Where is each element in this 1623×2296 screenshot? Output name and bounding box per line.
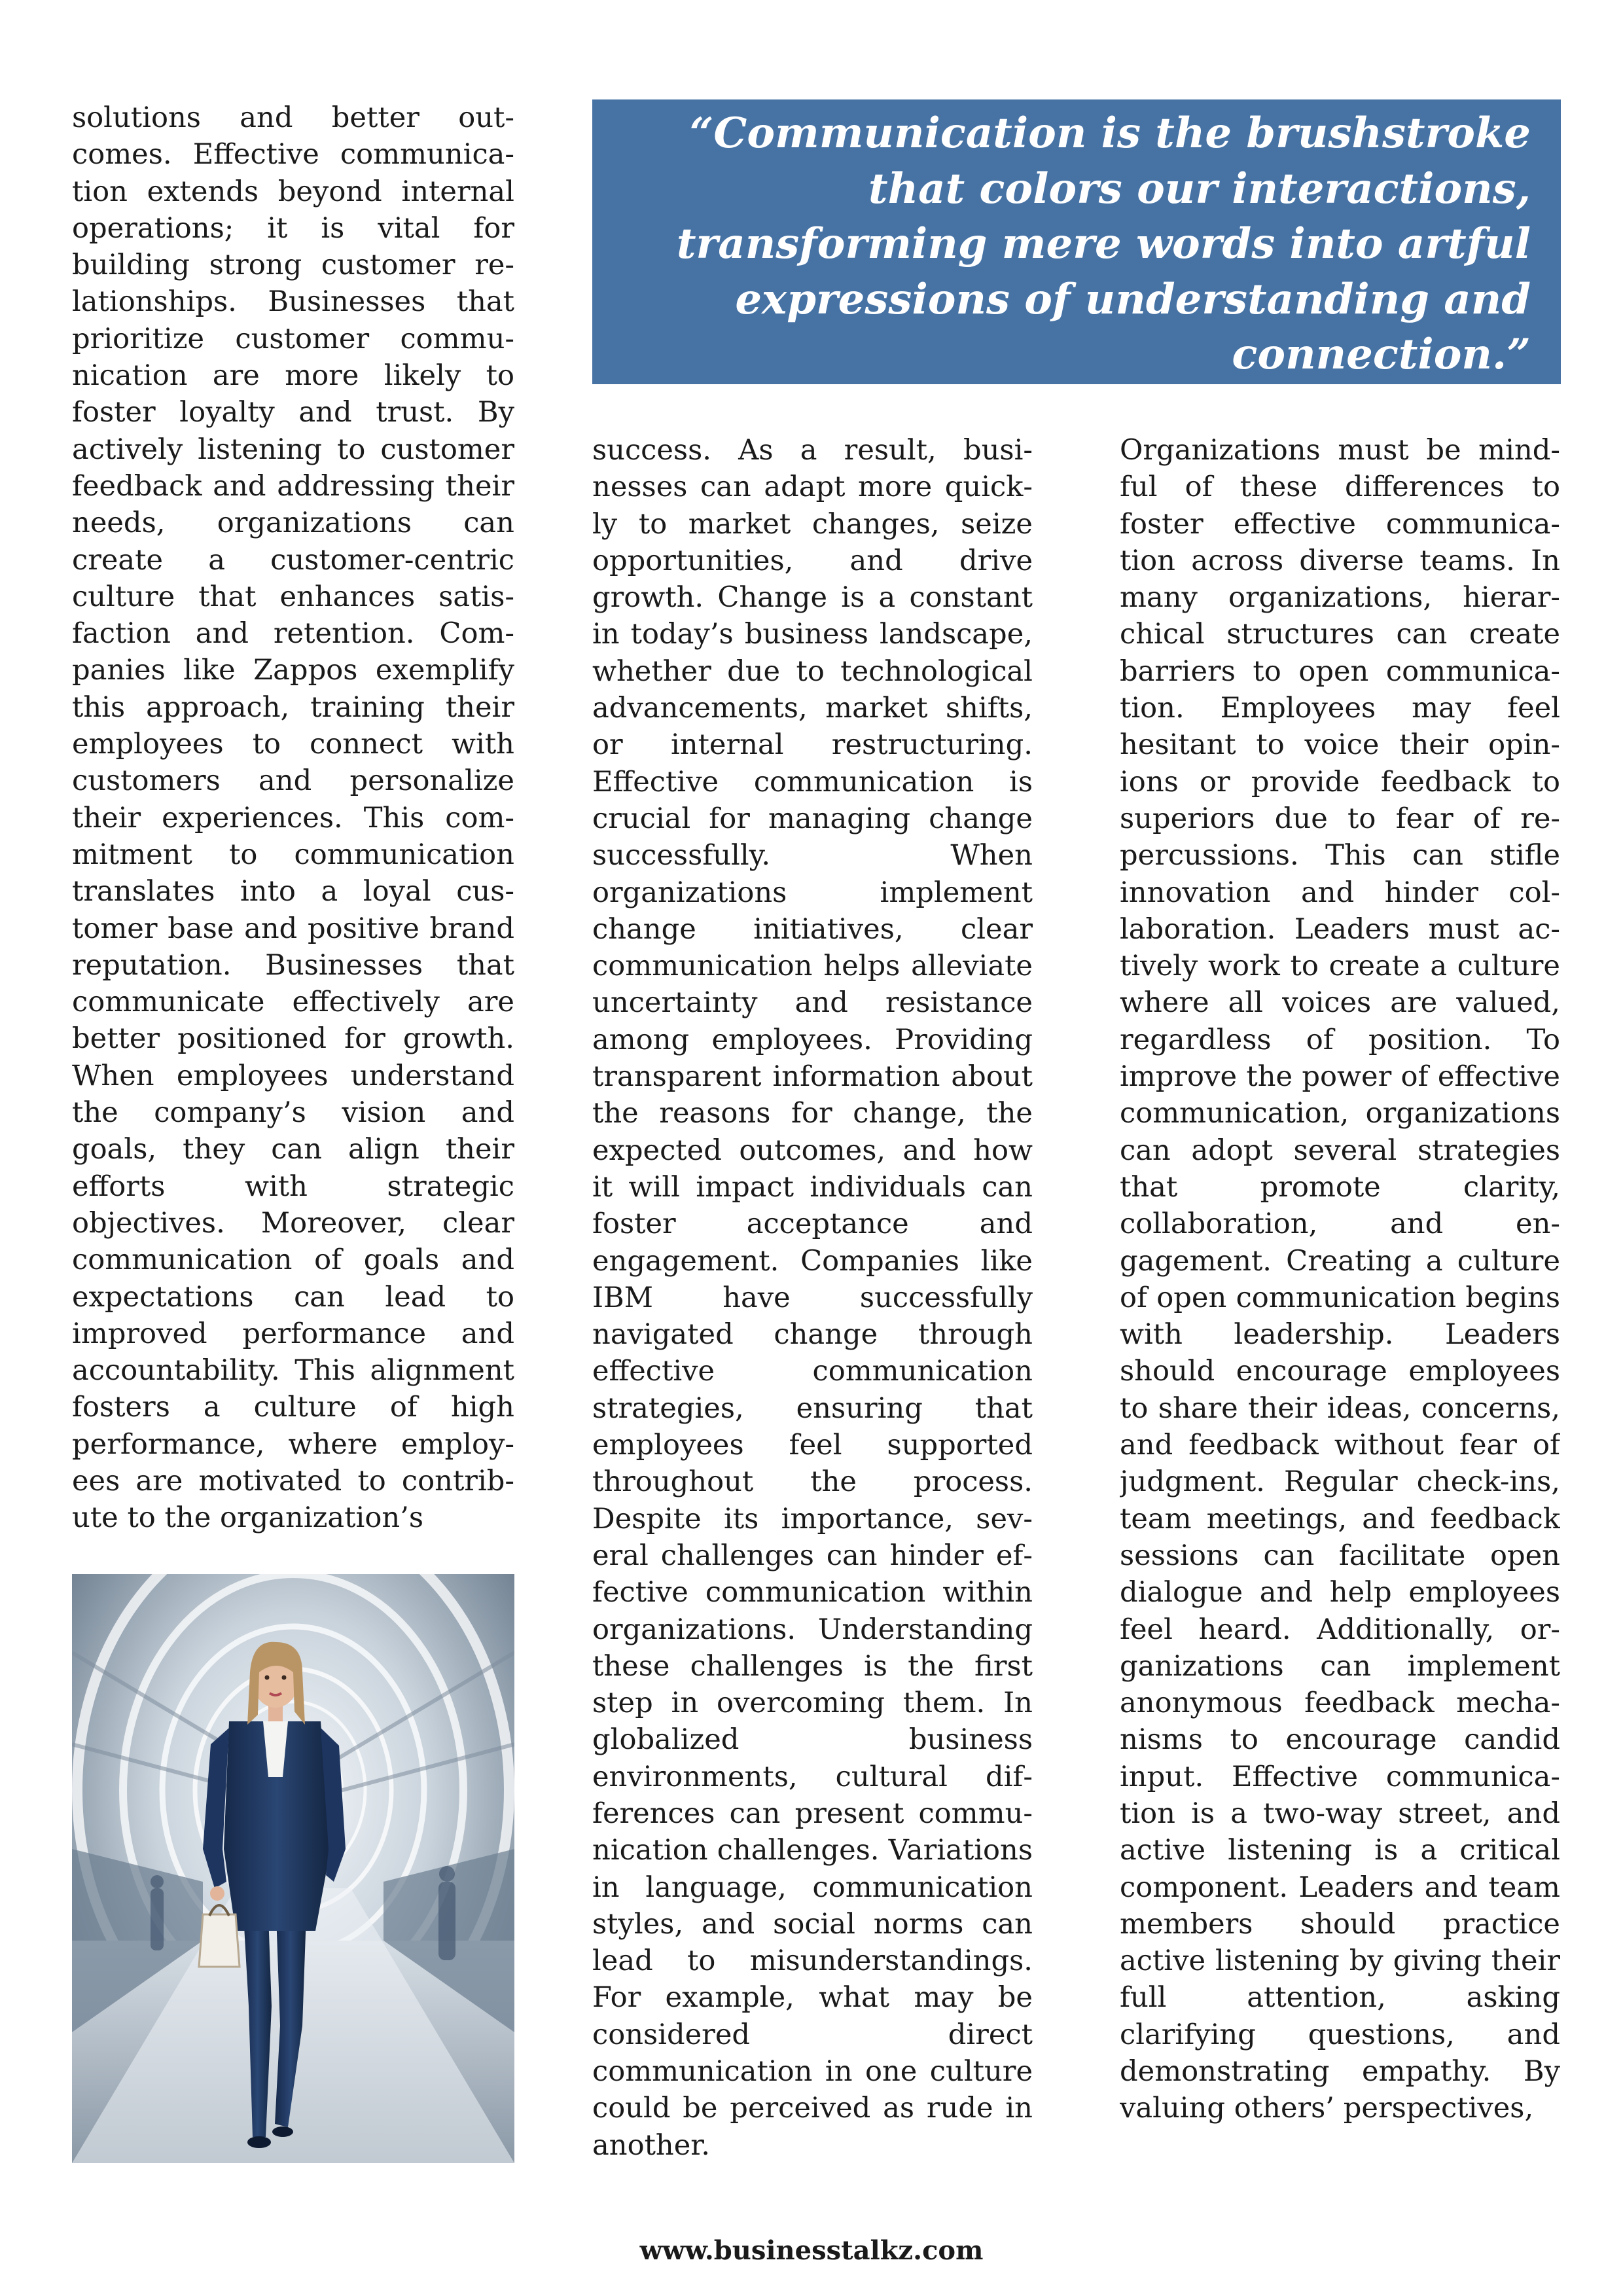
- businesswoman-photo: [72, 1574, 514, 2163]
- article-column-2: [592, 432, 1033, 2166]
- pull-quote-text: “Communication is the brushstroke that colors our interactions, transforming mere words into artful expressions of understanding and connection.”: [676, 109, 1531, 379]
- article-column-3: [1120, 432, 1560, 2166]
- article-paragraph: success. As a result, businesses can adapt more quickly to market changes, seize opportunities, and drive growth. Change is a constant in today’s business landscape, whether due to technological advancements, market shifts, or internal restructuring. Effective communication is crucial for managing change successfully. When organizations implement change initiatives, clear communication helps alleviate uncertainty and resistance among employees. Providing transparent information about the reasons for change, the expected outcomes, and how it will impact individuals can foster acceptance and engagement. Companies like IBM have successfully navigated change through effective communication strategies, ensuring that employees feel supported throughout the process. Despite its importance, several challenges can hinder effective communication within organizations. Understanding these challenges is the first step in overcoming them. In globalized business environments, cultural differences can present communication challenges. Variations in language, communication styles, and social norms can lead to misunderstandings. For example, what may be considered direct communication in one culture could be perceived as rude in another.: [592, 434, 1033, 2162]
- article-paragraph: Organizations must be mindful of these differences to foster effective communication across diverse teams. In many organizations, hierarchical structures can create barriers to open communication. Employees may feel hesitant to voice their opinions or provide feedback to superiors due to fear of repercussions. This can stifle innovation and hinder collaboration. Leaders must actively work to create a culture where all voices are valued, regardless of position. To improve the power of effective communication, organizations can adopt several strategies that promote clarity, collaboration, and engagement. Creating a culture of open communication begins with leadership. Leaders should encourage employees to share their ideas, concerns, and feedback without fear of judgment. Regular check-ins, team meetings, and feedback sessions can facilitate open dialogue and help employees feel heard. Additionally, organizations can implement anonymous feedback mechanisms to encourage candid input. Effective communication is a two-way street, and active listening is a critical component. Leaders and team members should practice active listening by giving their full attention, asking clarifying questions, and demonstrating empathy. By valuing others’ perspectives,: [1120, 434, 1560, 2125]
- article-column-1: [72, 99, 514, 1546]
- article-paragraph: solutions and better outcomes. Effective communication extends beyond internal operations; it is vital for building strong customer relationships. Businesses that prioritize customer communication are more likely to foster loyalty and trust. By actively listening to customer feedback and addressing their needs, organizations can create a customer-centric culture that enhances satisfaction and retention. Companies like Zappos exemplify this approach, training their employees to connect with customers and personalize their experiences. This commitment to communication translates into a loyal customer base and positive brand reputation. Businesses that communicate effectively are better positioned for growth. When employees understand the company’s vision and goals, they can align their efforts with strategic objectives. Moreover, clear communication of goals and expectations can lead to improved performance and accountability. This alignment fosters a culture of high performance, where employees are motivated to contribute to the organization’s: [72, 101, 514, 1535]
- businesswoman-walking-image: [72, 1574, 514, 2163]
- pull-quote-box: [592, 99, 1561, 384]
- footer-website-url: www.businesstalkz.com: [639, 2235, 984, 2266]
